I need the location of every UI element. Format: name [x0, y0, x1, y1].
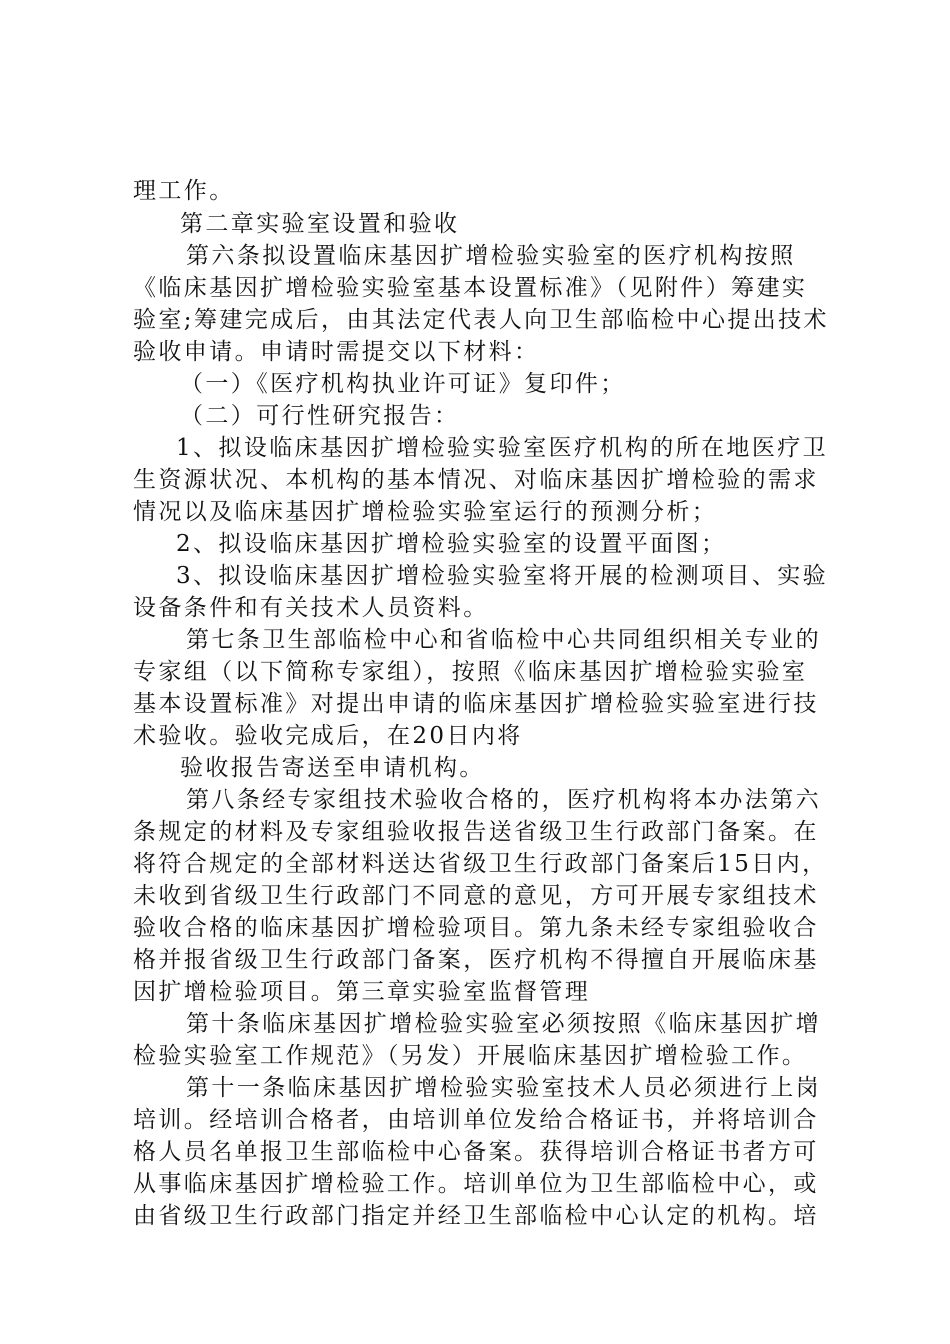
text-line: 验收申请。申请时需提交以下材料： [133, 339, 540, 365]
text-line: 由省级卫生行政部门指定并经卫生部临检中心认定的机构。培 [133, 1203, 819, 1229]
text-line: 《临床基因扩增检验实验室基本设置标准》（见附件）筹建实 [133, 275, 808, 301]
text-line: 验收合格的临床基因扩增检验项目。第九条未经专家组验收合 [133, 915, 819, 941]
text-line: 第八条经专家组技术验收合格的，医疗机构将本办法第六 [186, 787, 821, 813]
text-line: 从事临床基因扩增检验工作。培训单位为卫生部临检中心，或 [133, 1171, 819, 1197]
text-line: 生资源状况、本机构的基本情况、对临床基因扩增检验的需求 [133, 467, 819, 493]
list-item: （二）可行性研究报告： [180, 403, 460, 429]
text-line: 格并报省级卫生行政部门备案，医疗机构不得擅自开展临床基 [133, 947, 819, 973]
text-line: 专家组（以下简称专家组），按照《临床基因扩增检验实验室 [133, 659, 808, 685]
text-line: 将符合规定的全部材料送达省级卫生行政部门备案后15日内， [133, 851, 828, 877]
text-line: 检验实验室工作规范》（另发）开展临床基因扩增检验工作。 [133, 1043, 808, 1069]
text-line: 因扩增检验项目。第三章实验室监督管理 [133, 979, 591, 1005]
text-line: 第六条拟设置临床基因扩增检验实验室的医疗机构按照 [186, 243, 796, 269]
list-item: 3、拟设临床基因扩增检验实验室将开展的检测项目、实验 [176, 563, 829, 589]
text-line: 设备条件和有关技术人员资料。 [133, 595, 489, 621]
list-item: （一）《医疗机构执业许可证》复印件； [180, 371, 626, 397]
text-line: 第十一条临床基因扩增检验实验室技术人员必须进行上岗 [186, 1075, 821, 1101]
text-line: 验室;筹建完成后，由其法定代表人向卫生部临检中心提出技术 [133, 307, 829, 333]
text-line: 未收到省级卫生行政部门不同意的意见，方可开展专家组技术 [133, 883, 819, 909]
list-item: 1、拟设临床基因扩增检验实验室医疗机构的所在地医疗卫 [176, 435, 829, 461]
text-line: 培训。经培训合格者，由培训单位发给合格证书，并将培训合 [133, 1107, 819, 1133]
text-line: 验收报告寄送至申请机构。 [180, 755, 485, 781]
text-line: 术验收。验收完成后，在20日内将 [133, 723, 523, 749]
text-line: 第十条临床基因扩增检验实验室必须按照《临床基因扩增 [186, 1011, 821, 1037]
text-line: 基本设置标准》对提出申请的临床基因扩增检验实验室进行技 [133, 691, 819, 717]
text-line: 格人员名单报卫生部临检中心备案。获得培训合格证书者方可 [133, 1139, 819, 1165]
chapter-heading: 第二章实验室设置和验收 [180, 211, 460, 237]
text-line: 条规定的材料及专家组验收报告送省级卫生行政部门备案。在 [133, 819, 819, 845]
text-line: 情况以及临床基因扩增检验实验室运行的预测分析； [133, 499, 718, 525]
text-line: 理工作。 [133, 178, 235, 204]
text-line: 第七条卫生部临检中心和省临检中心共同组织相关专业的 [186, 627, 821, 653]
list-item: 2、拟设临床基因扩增检验实验室的设置平面图； [176, 531, 727, 557]
